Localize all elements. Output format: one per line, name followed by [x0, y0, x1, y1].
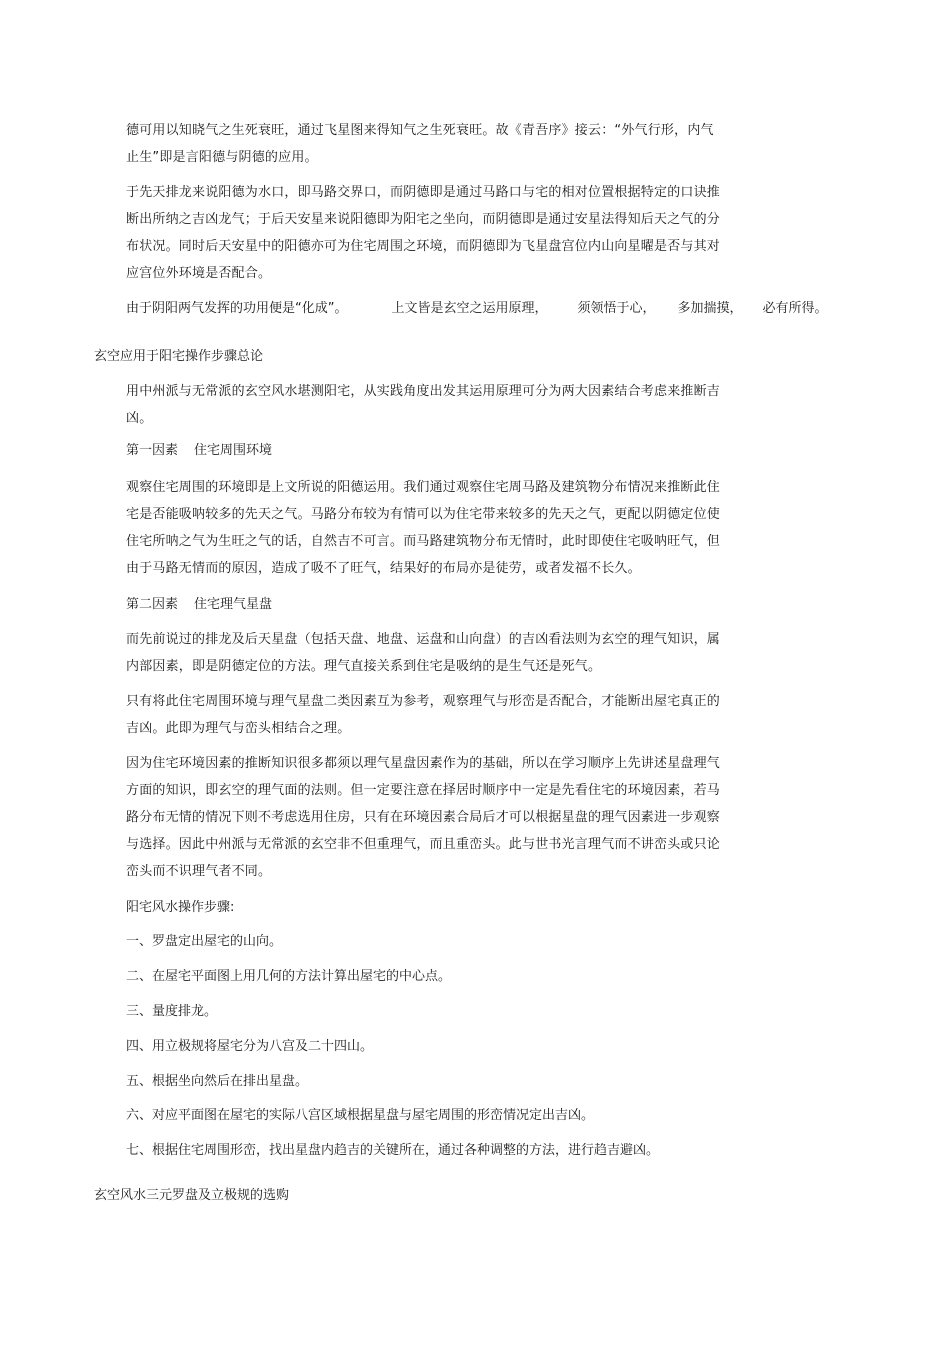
paragraph-combine	[126, 688, 756, 742]
step-item: 六、对应平面图在屋宅的实际八宫区域根据星盘与屋宅周围的形峦情况定出吉凶。	[126, 1108, 595, 1123]
text-line: 内部因素，即是阴德定位的方法。理气直接关系到住宅是吸纳的是生气还是死气。	[126, 659, 602, 674]
factor-title: 住宅理气星盘	[194, 597, 273, 612]
factor-label: 第一因素	[126, 443, 179, 458]
paragraph-environment	[126, 474, 756, 582]
step-item: 四、用立极规将屋宅分为八宫及二十四山。	[126, 1039, 374, 1054]
text-line: 凶。	[126, 411, 153, 426]
section-heading-luopan: 玄空风水三元罗盘及立极规的选购	[94, 1188, 290, 1203]
text-line: 由于马路无情而的原因，造成了吸不了旺气，结果好的布局亦是徒劳，或者发福不长久。	[126, 561, 641, 576]
paragraph-two-factors	[126, 378, 756, 432]
text-line: 断出所纳之吉凶龙气；于后天安星来说阳德即为阳宅之坐向，而阴德即是通过安星法得知后天之气的分	[126, 212, 721, 227]
step-item: 五、根据坐向然后在排出星盘。	[126, 1074, 309, 1089]
factor-one-title	[126, 441, 272, 461]
text-line: 宅是否能吸呐较多的先天之气。马路分布较为有情可以为住宅带来较多的先天之气，更配以阴德定位使	[126, 507, 721, 522]
step-item: 三、量度排龙。	[126, 1004, 218, 1019]
text-line: 峦头而不识理气者不同。	[126, 864, 272, 879]
paragraph-xiantian-houtian	[126, 179, 756, 287]
text-segment: 由于阴阳两气发挥的功用便是“化成”。	[126, 301, 348, 316]
text-line: 路分布无情的情况下则不考虑选用住房，只有在环境因素合局后才可以根据星盘的理气因素进一步观察	[126, 810, 721, 825]
paragraph-yang-yin-de	[126, 117, 756, 171]
paragraph-order	[126, 750, 756, 885]
steps-title: 阳宅风水操作步骤:	[126, 900, 235, 915]
paragraph-huacheng	[126, 299, 828, 319]
text-line: 因为住宅环境因素的推断知识很多都须以理气星盘因素作为的基础，所以在学习顺序上先讲述星盘理气	[126, 756, 721, 771]
text-line: 住宅所呐之气为生旺之气的话，自然吉不可言。而马路建筑物分布无情时，此时即使住宅吸呐旺气，但	[126, 534, 721, 549]
step-item: 一、罗盘定出屋宅的山向。	[126, 934, 283, 949]
factor-two-title	[126, 595, 272, 615]
text-segment: 必有所得。	[762, 301, 828, 316]
text-line: 止生”即是言阳德与阴德的应用。	[126, 150, 318, 165]
text-segment: 须领悟于心，	[577, 301, 656, 316]
text-line: 观察住宅周围的环境即是上文所说的阳德运用。我们通过观察住宅周马路及建筑物分布情况来推断此住	[126, 480, 721, 495]
text-segment: 上文皆是玄空之运用原理，	[391, 301, 548, 316]
text-line: 方面的知识，即玄空的理气面的法则。但一定要注意在择居时顺序中一定是先看住宅的环境因素，若马	[126, 783, 721, 798]
factor-label: 第二因素	[126, 597, 179, 612]
text-line: 而先前说过的排龙及后天星盘（包括天盘、地盘、运盘和山向盘）的吉凶看法则为玄空的理气知识，属	[126, 632, 721, 647]
text-line: 与选择。因此中州派与无常派的玄空非不但重理气，而且重峦头。此与世书光言理气而不讲峦头或只论	[126, 837, 721, 852]
paragraph-liqi	[126, 626, 756, 680]
factor-title: 住宅周围环境	[194, 443, 273, 458]
text-line: 布状况。同时后天安星中的阳德亦可为住宅周围之环境，而阴德即为飞星盘宫位内山向星曜是否与其对	[126, 239, 721, 254]
step-item: 七、根据住宅周围形峦，找出星盘内趋吉的关键所在，通过各种调整的方法，进行趋吉避凶。	[126, 1143, 660, 1158]
text-line: 只有将此住宅周围环境与理气星盘二类因素互为参考，观察理气与形峦是否配合，才能断出屋宅真正的	[126, 694, 721, 709]
section-heading-yangzhai-steps: 玄空应用于阳宅操作步骤总论	[94, 349, 264, 364]
text-line: 用中州派与无常派的玄空风水堪测阳宅，从实践角度出发其运用原理可分为两大因素结合考虑来推断吉	[126, 384, 721, 399]
text-segment: 多加揣摸，	[677, 301, 743, 316]
text-line: 吉凶。此即为理气与峦头相结合之理。	[126, 721, 351, 736]
text-line: 应宫位外环境是否配合。	[126, 266, 272, 281]
text-line: 德可用以知晓气之生死衰旺，通过飞星图来得知气之生死衰旺。故《青吾序》接云：“外气行形，内气	[126, 123, 714, 138]
step-item: 二、在屋宅平面图上用几何的方法计算出屋宅的中心点。	[126, 969, 452, 984]
text-line: 于先天排龙来说阳德为水口，即马路交界口，而阴德即是通过马路口与宅的相对位置根据特定的口诀推	[126, 185, 721, 200]
